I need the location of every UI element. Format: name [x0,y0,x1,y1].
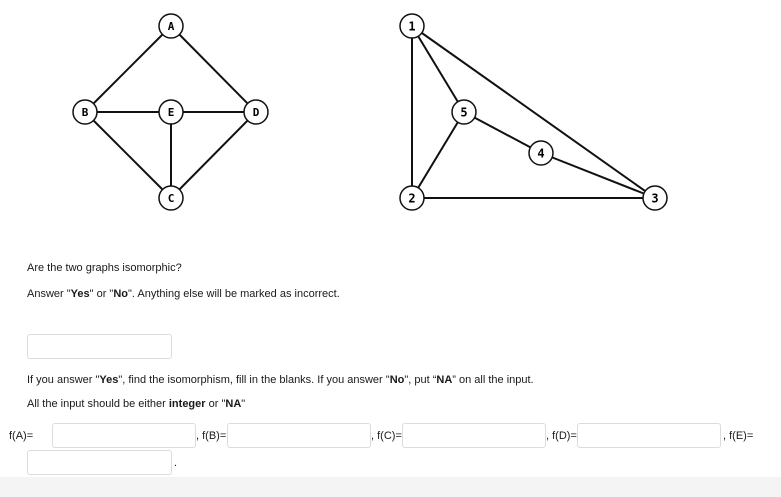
node-c [159,186,183,210]
node-d [244,100,268,124]
end-period: . [174,457,178,469]
node-3 [643,186,667,210]
isomorphism-instruction: If you answer "Yes", find the isomorphism, fill in the blanks. If you answer "No", put “NA” on all the input. [27,374,534,386]
fe-label: , f(E)= [723,430,754,442]
fb-input[interactable] [227,423,371,448]
right-graph-edges [412,26,655,198]
node-2 [400,186,424,210]
question-text: Are the two graphs isomorphic? [27,262,182,274]
isomorphic-answer-input[interactable] [27,334,172,359]
fd-label: , f(D)= [546,430,577,442]
node-a [159,14,183,38]
node-3-label: 3 [651,191,659,206]
node-c-label: C [167,192,175,205]
node-5 [452,100,476,124]
format-instruction: All the input should be either integer or "NA" [27,398,246,410]
node-4-label: 4 [537,146,545,161]
fa-label: f(A)= [9,430,34,442]
bottom-band [0,477,781,497]
node-b [73,100,97,124]
node-e [159,100,183,124]
fb-label: , f(B)= [196,430,227,442]
fe-input[interactable] [27,450,172,475]
node-1 [400,14,424,38]
node-4 [529,141,553,165]
node-2-label: 2 [408,191,416,206]
node-b-label: B [81,106,89,119]
fd-input[interactable] [577,423,721,448]
node-e-label: E [167,106,175,119]
node-d-label: D [252,106,260,119]
node-1-label: 1 [408,19,416,34]
answer-instruction: Answer "Yes" or "No". Anything else will be marked as incorrect. [27,288,340,300]
node-a-label: A [167,20,175,33]
graphs-figure [0,0,781,230]
fa-input[interactable] [52,423,196,448]
fc-label: , f(C)= [371,430,402,442]
fc-input[interactable] [402,423,546,448]
node-5-label: 5 [460,105,468,120]
